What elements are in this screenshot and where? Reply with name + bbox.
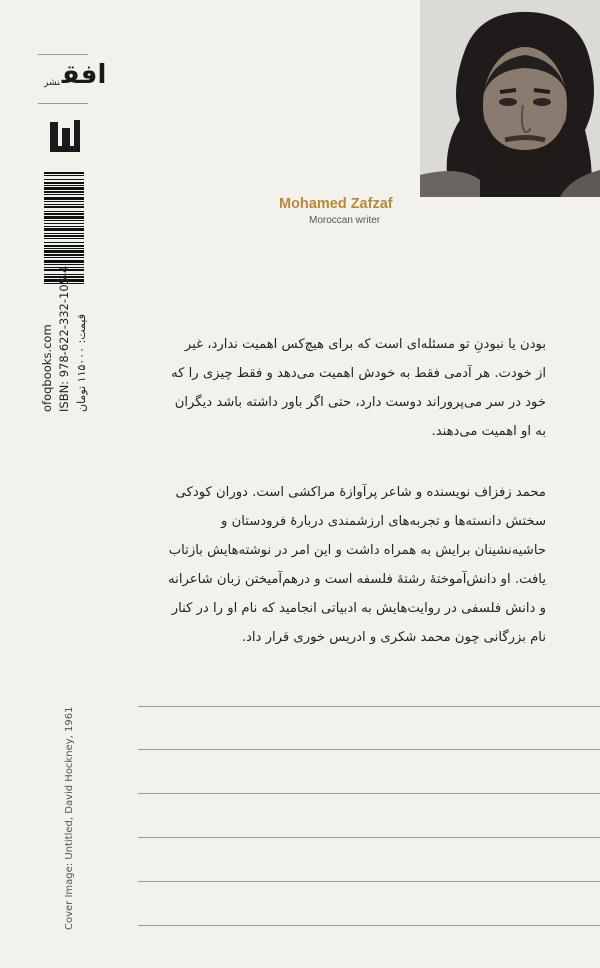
barcode-bar: [44, 191, 84, 193]
text-line: خود در سر می‌پروراند دوست دارد، حتی اگر باور داشته باشد دیگران: [174, 395, 546, 410]
author-subtitle: Moroccan writer: [309, 215, 381, 226]
barcode-bar: [44, 254, 84, 256]
barcode-bar: [44, 223, 84, 224]
barcode-bar: [44, 216, 84, 219]
text-line: از خودت. هر آدمی فقط به خودش اهمیت می‌دهد و فقط چیزی را که: [171, 366, 546, 381]
writing-line: [138, 706, 600, 707]
cover-credit: Cover Image: Untitled, David Hockney, 1961: [64, 706, 75, 930]
barcode-bar: [44, 211, 84, 212]
barcode-bar: [44, 226, 84, 227]
text-line: سختش دانسته‌ها و تجربه‌های ارزشمندی دربارهٔ فرودستان و: [221, 514, 546, 529]
text-line: به او اهمیت می‌دهند.: [431, 424, 546, 439]
text-line: بودن یا نبودنِ تو مسئله‌ای است که برای هیچ‌کس اهمیت ندارد، غیر: [184, 337, 546, 352]
barcode-bar: [44, 260, 84, 263]
barcode-bar: [44, 233, 84, 234]
barcode-bar: [44, 238, 84, 239]
author-photo: [420, 0, 600, 197]
barcode-bar: [44, 197, 84, 200]
barcode-bar: [44, 172, 84, 174]
writing-line: [138, 837, 600, 838]
isbn: ISBN: 978-622-332-105-4: [57, 265, 71, 412]
barcode-bar: [44, 194, 84, 195]
publisher-website: ofoqbooks.com: [40, 324, 54, 412]
spine: [0, 0, 107, 968]
barcode-bar: [44, 245, 84, 247]
barcode-bar: [44, 242, 84, 243]
divider: [38, 103, 88, 104]
barcode-bar: [44, 228, 84, 231]
barcode-bar: [44, 206, 84, 208]
blurb-paragraph-1: [130, 330, 546, 446]
barcode-bar: [44, 201, 84, 202]
barcode-bar: [44, 179, 84, 180]
barcode-bar: [44, 175, 84, 176]
barcode-bar: [44, 220, 84, 221]
writing-line: [138, 749, 600, 750]
barcode-bar: [44, 250, 84, 253]
blurb-paragraph-2: [130, 478, 546, 652]
barcode-bar: [44, 235, 84, 237]
barcode-bar: [44, 213, 84, 215]
barcode-bar: [44, 204, 84, 205]
text-line: یافت. او دانش‌آموختهٔ رشتهٔ فلسفه است و درهم‌آمیختن زبان شاعرانه: [168, 572, 546, 587]
text-line: حاشیه‌نشینان برایش به همراه داشت و این امر در نوشته‌هایش بازتاب: [168, 543, 546, 558]
text-line: محمد زفزاف نویسنده و شاعر پرآوازهٔ مراکشی است. دوران کودکی: [175, 485, 546, 500]
divider: [38, 54, 88, 55]
barcode-bar: [44, 248, 84, 249]
author-name: Mohamed Zafzaf: [279, 196, 393, 212]
writing-line: [138, 881, 600, 882]
barcode-bar: [44, 257, 84, 258]
barcode-bar: [44, 182, 84, 184]
publisher-mark-icon: [48, 118, 82, 154]
price: قیمت: ۱۱۵۰۰۰ تومان: [75, 314, 88, 412]
barcode-bar: [44, 185, 84, 186]
writing-line: [138, 925, 600, 926]
barcode-bar: [44, 187, 84, 190]
text-line: نام بزرگانی چون محمد شکری و ادریس خوری قرار داد.: [241, 630, 546, 645]
publisher-logo: افقنشر: [44, 60, 107, 90]
writing-line: [138, 793, 600, 794]
text-line: و دانش فلسفی در روایت‌هایش به ادبیاتی انجامید که نام او را در کنار: [171, 601, 546, 616]
